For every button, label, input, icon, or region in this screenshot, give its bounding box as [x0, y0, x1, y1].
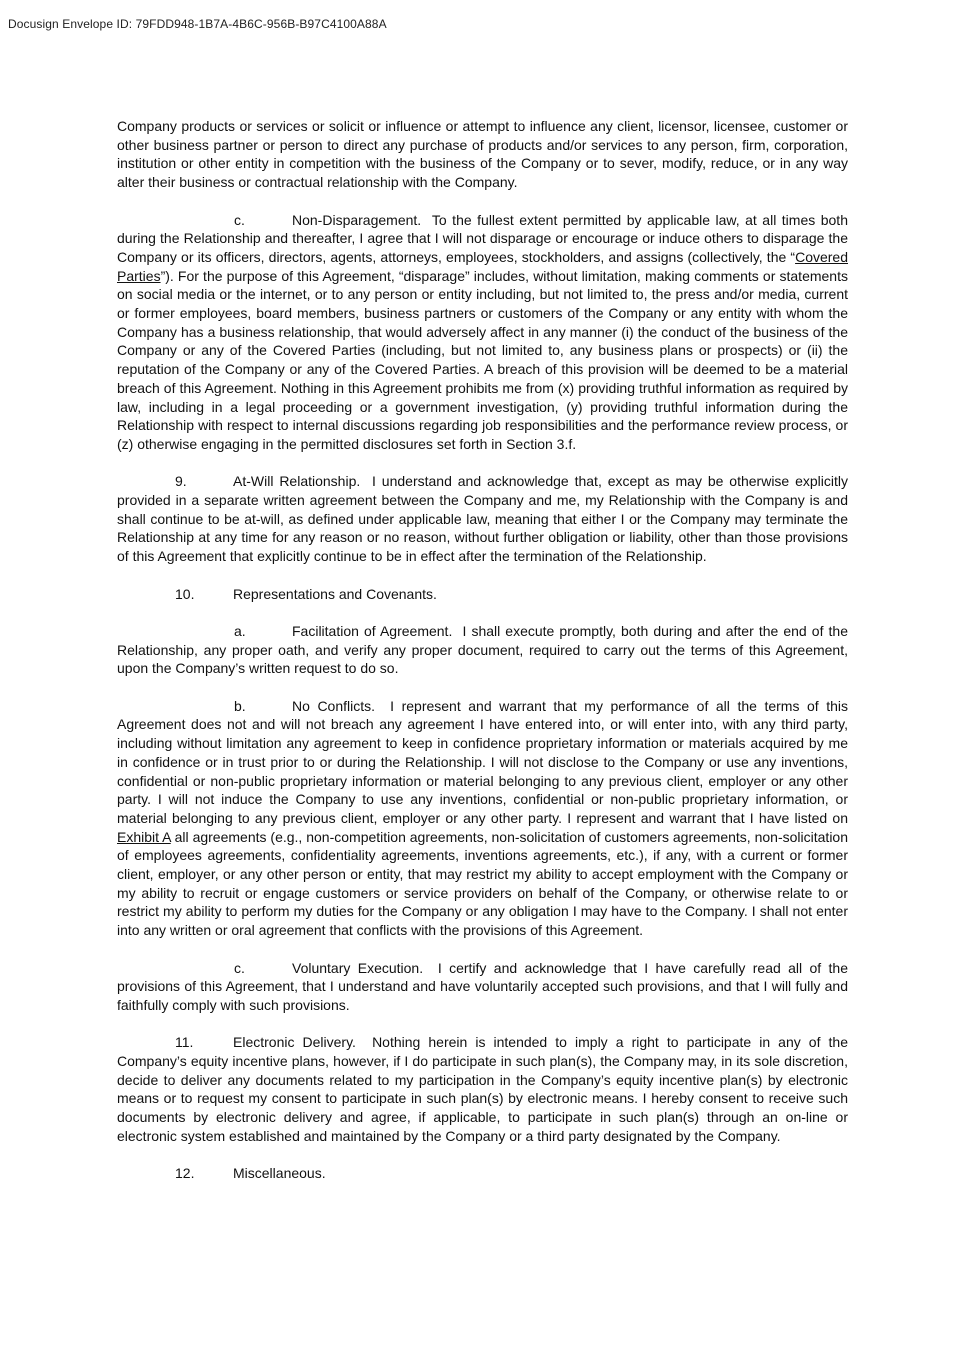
section-title: Electronic Delivery. [233, 1034, 356, 1051]
electronic-delivery-paragraph [117, 1033, 848, 1145]
envelope-id: Docusign Envelope ID: 79FDD948-1B7A-4B6C-956B-B97C4100A88A [8, 17, 387, 31]
document-body [117, 117, 848, 1183]
subsection-label: c. [234, 211, 245, 228]
non-disparagement-paragraph [117, 211, 848, 454]
covered-parties-term: Covered Parties [117, 248, 848, 284]
section-title: Representations and Covenants. [233, 585, 437, 602]
at-will-paragraph [117, 472, 848, 566]
paragraph-text: ”). For the purpose of this Agreement, “disparage” includes, without limitation, making comments or statements on social media or the internet, or to any person or entity including, but not limited to, the press and/or media, current or former employees, board members, business partners or customers of the Company or any entity with whom the Company has a business relationship, that would adversely affect in any manner (i) the conduct of the business of the Company or any of the Covered Parties (including, but not limited to, any business plans or prospects) or (ii) the reputation of the Company or any of the Covered Parties. A breach of this provision will be deemed to be a material breach of this Agreement. Nothing in this Agreement prohibits me from (x) providing truthful information as required by law, including in a legal proceeding or a government investigation, (y) providing truthful information during the Relationship with respect to internal discussions regarding job responsibilities and the performance review process, or (z) otherwise engaging in the permitted disclosures set forth in Section 3.f. [117, 267, 848, 452]
section-title: Non-Disparagement. [292, 211, 422, 228]
section-number: 10. [175, 585, 195, 602]
section-number: 12. [175, 1165, 195, 1182]
section-title: Voluntary Execution. [292, 959, 424, 976]
section-number: 11. [175, 1034, 194, 1051]
section-title: No Conflicts. [292, 697, 376, 714]
section-title: Facilitation of Agreement. [292, 622, 453, 639]
paragraph-text: I understand and acknowledge that, except as may be otherwise explicitly provided in a separate written agreement between the Company and me, my Relationship with the Company is and shall continue to be at-will, as defined under applicable law, meaning that either I or the Company may terminate the Relationship at any time for any reason or no reason, without further obligation or liability, other than those provisions of this Agreement that explicitly continue to be in effect after the termination of the Relationship. [117, 473, 848, 565]
paragraph-text: Nothing herein is intended to imply a right to participate in any of the Company’s equity incentive plans, however, if I do participate in such plan(s), the Company may, in its sole discretion, decide to deliver any documents related to my participation in the Company’s equity incentive plan(s) by electronic means or to request my consent to participate in such plan(s) by electronic means. I hereby consent to receive such documents by electronic delivery and agree, if applicable, to participate in such plan(s) through an on-line or electronic system established and maintained by the Company or a third party designated by the Company. [117, 1034, 848, 1144]
paragraph-text: I certify and acknowledge that I have carefully read all of the provisions of this Agreement, that I understand and have voluntarily accepted such provisions, and that I will fully and faithfully comply with such provisions. [117, 959, 849, 1013]
subsection-label: c. [234, 959, 245, 976]
subsection-label: b. [234, 697, 246, 714]
intro-paragraph: Company products or services or solicit or influence or attempt to influence any client, licensor, licensee, customer or other business partner or person to direct any purchase of products and/or services to any person, firm, corporation, institution or other entity in competition with the business of the Company or to sever, modify, reduce, or in any way alter their business or contractual relationship with the Company. [117, 118, 848, 191]
section-number: 9. [175, 473, 187, 490]
representations-heading [117, 585, 848, 604]
section-title: At-Will Relationship. [233, 473, 361, 490]
subsection-label: a. [234, 622, 246, 639]
paragraph-text: I shall execute promptly, both during and after the end of the Relationship, any proper oath, and verify any proper document, required to carry out the terms of this Agreement, upon the Company’s written request to do so. [117, 622, 848, 677]
exhibit-a-reference: Exhibit A [117, 828, 171, 845]
paragraph-text: all agreements (e.g., non-competition agreements, non-solicitation of customers agreements, non-solicitation of employees agreements, confidentiality agreements, inventions agreements, etc.), if any, with a current or former client, employer, or any other person or entity, that may restrict my ability to accept employment with the Company or my ability to recruit or engage customers or service providers on behalf of the Company, or otherwise relate to or restrict my ability to perform my duties for the Company or any obligation I may have to the Company. I shall not enter into any written or oral agreement that conflicts with the provisions of this Agreement. [117, 828, 849, 939]
paragraph-text: To the fullest extent permitted by applicable law, at all times both during the Relationship and thereafter, I agree that I will not disparage or encourage or induce others to disparage the Company or its officers, directors, agents, attorneys, employees, stockholders, and assigns (collectively, the “ [117, 211, 848, 265]
paragraph-text: I represent and warrant that my performance of all the terms of this Agreement does not and will not breach any agreement I have entered into, or will enter into, with any third party, including without limitation any agreement to keep in confidence proprietary information or materials acquired by me in confidence or in trust prior to or during the Relationship. I will not disclose to the Company or use any inventions, confidential or non-public proprietary information or material belonging to any previous client, employer or any other party. I will not induce the Company to use any inventions, confidential or non-public proprietary information, or material belonging to any previous client, employer or any other party. I represent and warrant that I have listed on [117, 697, 849, 826]
voluntary-execution-paragraph [117, 959, 848, 1015]
no-conflicts-paragraph [117, 697, 848, 940]
section-title: Miscellaneous. [233, 1165, 326, 1182]
facilitation-paragraph [117, 622, 848, 678]
miscellaneous-heading [117, 1164, 848, 1183]
